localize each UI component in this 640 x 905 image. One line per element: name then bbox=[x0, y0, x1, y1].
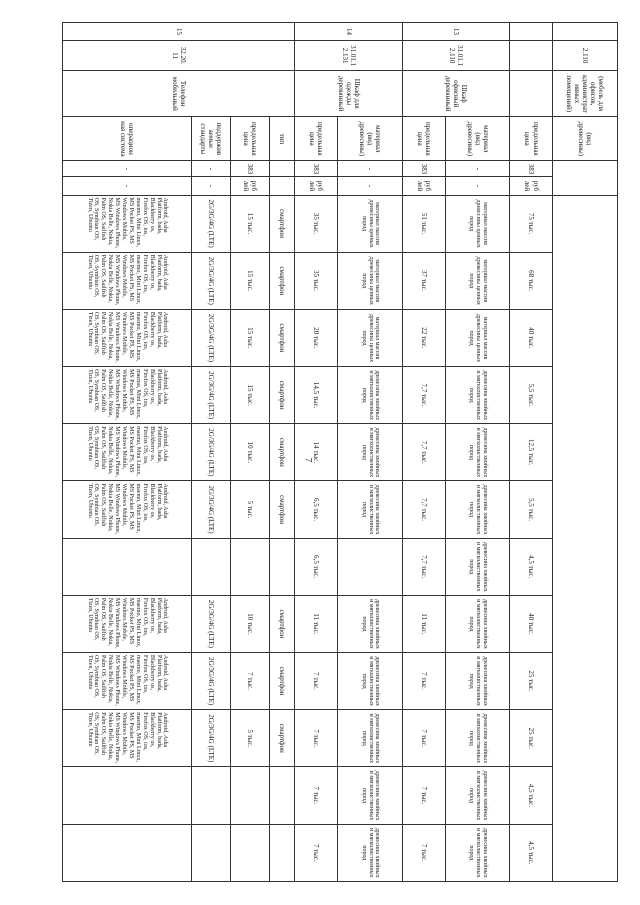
spec-table-rotated bbox=[62, 22, 618, 882]
value-cell: 7 тыс. bbox=[295, 653, 338, 710]
material-cell: древесина хвойных и мягколиственных пород bbox=[338, 481, 403, 538]
row-attr2: предельная цена bbox=[510, 117, 553, 161]
unit-code: 383 bbox=[295, 161, 338, 177]
type-cell bbox=[269, 824, 295, 881]
type-cell: смартфон bbox=[269, 309, 295, 366]
value-cell: 5 тыс. bbox=[230, 481, 269, 538]
os-cell: Android, Asha Platform, bada, Blackberry os, Firefox OS, ios, maemo, Mini Linux, MS Pocket PS, MS Windows Mobile, MS Windows Phone, Nokia Belle, Nokia, Palm OS, Sailfish OS, Symbian OS, Tizen, Ubuntu bbox=[63, 195, 192, 252]
material-cell: древесина хвойных и мягколиственных пород bbox=[445, 481, 510, 538]
value-cell: 6,5 тыс. bbox=[295, 481, 338, 538]
material-cell: древесина хвойных и мягколиственных пород bbox=[338, 367, 403, 424]
type-cell bbox=[269, 538, 295, 595]
material-cell: древесина хвойных и мягколиственных пород bbox=[338, 595, 403, 652]
value-cell: 40 тыс. bbox=[510, 595, 553, 652]
value-cell: 68 тыс. bbox=[510, 252, 553, 309]
value-cell: 10 тыс. bbox=[230, 595, 269, 652]
row-num: 15 bbox=[63, 23, 295, 41]
type-cell: смартфон bbox=[269, 653, 295, 710]
std-cell: 2G/3G/4G (LTE) bbox=[192, 252, 231, 309]
value-cell: 22 тыс. bbox=[402, 309, 445, 366]
table-row: 13 31.01.1 2.110 Шкаф офисный деревянный материал (вид древесины) - - материал массив древесины ценных пород материал массив древесины ценных пород материал массив древесины ценных пород древесина хвойных и мягколиственных пород древесина хвойных и мягколиственных пород древесина хвойных и мягколиственных пород древесина хвойных и мягколиственных пород древесина хвойных и мягколиственных пород древесина хвойных и мягколиственных пород древесина хвойных и мягколиственных пород древесина хвойных и мягколиственных пород древесина хвойных и мягколиственных пород bbox=[445, 23, 510, 882]
value-cell: 12,5 тыс. bbox=[510, 424, 553, 481]
material-cell: древесина хвойных и мягколиственных пород bbox=[445, 595, 510, 652]
material-cell: древесина хвойных и мягколиственных пород bbox=[445, 424, 510, 481]
value-cell: 7,7 тыс. bbox=[402, 481, 445, 538]
value-cell: 6,5 тыс. bbox=[295, 538, 338, 595]
row-attr2: предельная цена bbox=[295, 117, 338, 161]
spec-table bbox=[62, 22, 618, 882]
table-row bbox=[402, 23, 445, 882]
value-cell: 7 тыс. bbox=[295, 824, 338, 881]
table-row bbox=[553, 23, 618, 882]
table-row bbox=[269, 23, 295, 882]
value-cell: 7,7 тыс. bbox=[402, 538, 445, 595]
material-cell: материал массив древесины ценных пород bbox=[445, 309, 510, 366]
value-cell: 37 тыс. bbox=[402, 252, 445, 309]
value-cell: 4,5 тыс. bbox=[510, 538, 553, 595]
value-cell: 5,5 тыс. bbox=[510, 481, 553, 538]
std-cell bbox=[192, 538, 231, 595]
material-cell: древесина хвойных и мягколиственных пород bbox=[445, 710, 510, 767]
type-cell: смартфон bbox=[269, 367, 295, 424]
std-cell: 2G/3G/4G (LTE) bbox=[192, 653, 231, 710]
value-cell: 35 тыс. bbox=[295, 252, 338, 309]
row-attr-std: поддержив аемые стандарты bbox=[192, 117, 231, 161]
row-num: 14 bbox=[295, 23, 403, 41]
value-cell bbox=[230, 538, 269, 595]
table-row bbox=[230, 23, 269, 882]
material-cell: материал массив древесины ценных пород bbox=[338, 195, 403, 252]
value-cell: 25 тыс. bbox=[510, 653, 553, 710]
material-cell: древесина хвойных и мягколиственных пород bbox=[338, 653, 403, 710]
material-cell: древесина хвойных и мягколиственных пород bbox=[445, 538, 510, 595]
unit: рублей bbox=[230, 177, 269, 195]
material-cell: материал массив древесины ценных пород bbox=[338, 309, 403, 366]
unit: рублей bbox=[295, 177, 338, 195]
row-attr: материал (вид древесины) bbox=[445, 117, 510, 161]
material-cell: древесина хвойных и мягколиственных пород bbox=[445, 824, 510, 881]
value-cell: 7 тыс. bbox=[402, 710, 445, 767]
unit-code: 383 bbox=[510, 161, 553, 177]
value-cell: 7 тыс. bbox=[402, 653, 445, 710]
type-cell: смартфон bbox=[269, 252, 295, 309]
value-cell: 7 тыс. bbox=[295, 710, 338, 767]
os-cell: Android, Asha Platform, bada, Blackberry os, Firefox OS, ios, maemo, Mini Linux, MS Pocket PS, MS Windows Mobile, MS Windows Phone, Nokia Belle, Nokia, Palm OS, Sailfish OS, Symbian OS, Tizen, Ubuntu bbox=[63, 653, 192, 710]
value-cell: 10 тыс. bbox=[230, 424, 269, 481]
row-code: 31.01.1 2.110 bbox=[402, 41, 510, 71]
value-cell: 5,5 тыс. bbox=[510, 367, 553, 424]
page-number: 7 bbox=[303, 457, 314, 463]
std-cell bbox=[192, 767, 231, 824]
material-cell: древесина хвойных и мягколиственных пород bbox=[338, 767, 403, 824]
value-cell: 11 тыс. bbox=[402, 595, 445, 652]
std-cell: 2G/3G/4G (LTE) bbox=[192, 481, 231, 538]
row-name: Шкаф офисный деревянный bbox=[402, 71, 510, 117]
row-attr-type: тип bbox=[269, 117, 295, 161]
row-name: (мебель для офисов, административных помещений) bbox=[553, 71, 618, 117]
row-attr-price: предельная цена bbox=[230, 117, 269, 161]
std-cell: 2G/3G/4G (LTE) bbox=[192, 710, 231, 767]
material-cell: материал массив древесины ценных пород bbox=[445, 195, 510, 252]
row-code: 32.20. 11 bbox=[63, 41, 295, 71]
value-cell: 20 тыс. bbox=[295, 309, 338, 366]
row-code: 2.110 bbox=[553, 41, 618, 71]
std-cell: 2G/3G/4G (LTE) bbox=[192, 595, 231, 652]
value-cell: 7 тыс. bbox=[402, 824, 445, 881]
type-cell: смартфон bbox=[269, 595, 295, 652]
value-cell: 40 тыс. bbox=[510, 309, 553, 366]
std-cell: 2G/3G/4G (LTE) bbox=[192, 309, 231, 366]
row-name: Шкаф для одежды деревянный bbox=[295, 71, 403, 117]
material-cell bbox=[338, 538, 403, 595]
std-cell: 2G/3G/4G (LTE) bbox=[192, 195, 231, 252]
unit: рублей bbox=[510, 177, 553, 195]
material-cell: материал массив древесины ценных пород bbox=[338, 252, 403, 309]
os-cell: Android, Asha Platform, bada, Blackberry os, Firefox OS, ios, maemo, Mini Linux, MS Pocket PS, MS Windows Mobile, MS Windows Phone, Nokia Belle, Nokia, Palm OS, Sailfish OS, Symbian OS, Tizen, Ubuntu bbox=[63, 481, 192, 538]
os-cell: Android, Asha Platform, bada, Blackberry os, Firefox OS, ios, maemo, Mini Linux, MS Pocket PS, MS Windows Mobile, MS Windows Phone, Nokia Belle, Nokia, Palm OS, Sailfish OS, Symbian OS, Tizen, Ubuntu bbox=[63, 424, 192, 481]
material-cell: древесина хвойных и мягколиственных пород bbox=[338, 824, 403, 881]
os-cell: Android, Asha Platform, bada, Blackberry os, Firefox OS, ios, maemo, Mini Linux, MS Pocket PS, MS Windows Mobile, MS Windows Phone, Nokia Belle, Nokia, Palm OS, Sailfish OS, Symbian OS, Tizen, Ubuntu bbox=[63, 710, 192, 767]
table-row: операцион ная система - - Android, Asha Platform, bada, Blackberry os, Firefox OS, ios, maemo, Mini Linux, MS Pocket PS, MS Windows Mobile, MS Windows Phone, Nokia Belle, Nokia, Palm OS, Sailfish OS, Symbian OS, Tizen, Ubuntu Android, Asha Platform, bada, Blackberry os, Firefox OS, ios, maemo, Mini Linux, MS Pocket PS, MS Windows Mobile, MS Windows Phone, Nokia Belle, Nokia, Palm OS, Sailfish OS, Symbian OS, Tizen, Ubuntu Android, Asha Platform, bada, Blackberry os, Firefox OS, ios, maemo, Mini Linux, MS Pocket PS, MS Windows Mobile, MS Windows Phone, Nokia Belle, Nokia, Palm OS, Sailfish OS, Symbian OS, Tizen, Ubuntu Android, Asha Platform, bada, Blackberry os, Firefox OS, ios, maemo, Mini Linux, MS Pocket PS, MS Windows Mobile, MS Windows Phone, Nokia Belle, Nokia, Palm OS, Sailfish OS, Symbian OS, Tizen, Ubuntu Android, Asha Platform, bada, Blackberry os, Firefox OS, ios, maemo, Mini Linux, MS Pocket PS, MS Windows Mobile, MS Windows Phone, Nokia Belle, Nokia, Palm OS, Sailfish OS, Symbian OS, Tizen, Ubuntu Android, Asha Platform, bada, Blackberry os, Firefox OS, ios, maemo, Mini Linux, MS Pocket PS, MS Windows Mobile, MS Windows Phone, Nokia Belle, Nokia, Palm OS, Sailfish OS, Symbian OS, Tizen, Ubuntu Android, Asha Platform, bada, Blackberry os, Firefox OS, ios, maemo, Mini Linux, MS Pocket PS, MS Windows Mobile, MS Windows Phone, Nokia Belle, Nokia, Palm OS, Sailfish OS, Symbian OS, Tizen, Ubuntu Android, Asha Platform, bada, Blackberry os, Firefox OS, ios, maemo, Mini Linux, MS Pocket PS, MS Windows Mobile, MS Windows Phone, Nokia Belle, Nokia, Palm OS, Sailfish OS, Symbian OS, Tizen, Ubuntu Android, Asha Platform, bada, Blackberry os, Firefox OS, ios, maemo, Mini Linux, MS Pocket PS, MS Windows Mobile, MS Windows Phone, Nokia Belle, Nokia, Palm OS, Sailfish OS, Symbian OS, Tizen, Ubuntu bbox=[63, 23, 192, 882]
value-cell: 15 тыс. bbox=[230, 367, 269, 424]
unit: рублей bbox=[402, 177, 445, 195]
type-cell: смартфон bbox=[269, 424, 295, 481]
value-cell: 7 тыс. bbox=[402, 767, 445, 824]
os-cell: Android, Asha Platform, bada, Blackberry os, Firefox OS, ios, maemo, Mini Linux, MS Pocket PS, MS Windows Mobile, MS Windows Phone, Nokia Belle, Nokia, Palm OS, Sailfish OS, Symbian OS, Tizen, Ubuntu bbox=[63, 309, 192, 366]
value-cell: 5 тыс. bbox=[230, 710, 269, 767]
row-attr-os: операцион ная система bbox=[63, 117, 192, 161]
table-row: 14 31.01.1 2.131 Шкаф для одежды деревянный материал (вид древесины) - - материал массив древесины ценных пород материал массив древесины ценных пород материал массив древесины ценных пород древесина хвойных и мягколиственных пород древесина хвойных и мягколиственных пород древесина хвойных и мягколиственных пород древесина хвойных и мягколиственных пород древесина хвойных и мягколиственных пород древесина хвойных и мягколиственных пород древесина хвойных и мягколиственных пород древесина хвойных и мягколиственных пород bbox=[338, 23, 403, 882]
value-cell: 7,7 тыс. bbox=[402, 424, 445, 481]
value-cell: 11 тыс. bbox=[295, 595, 338, 652]
row-attr: материал (вид древесины) bbox=[338, 117, 403, 161]
type-cell: смартфон bbox=[269, 481, 295, 538]
row-name: Телефон мобильный bbox=[63, 71, 295, 117]
row-attr2: предельная цена bbox=[402, 117, 445, 161]
type-cell: смартфон bbox=[269, 710, 295, 767]
material-cell: древесина хвойных и мягколиственных пород bbox=[338, 710, 403, 767]
value-cell: 15 тыс. bbox=[230, 252, 269, 309]
os-cell: Android, Asha Platform, bada, Blackberry os, Firefox OS, ios, maemo, Mini Linux, MS Pocket PS, MS Windows Mobile, MS Windows Phone, Nokia Belle, Nokia, Palm OS, Sailfish OS, Symbian OS, Tizen, Ubuntu bbox=[63, 595, 192, 652]
value-cell bbox=[230, 824, 269, 881]
os-cell: Android, Asha Platform, bada, Blackberry os, Firefox OS, ios, maemo, Mini Linux, MS Pocket PS, MS Windows Mobile, MS Windows Phone, Nokia Belle, Nokia, Palm OS, Sailfish OS, Symbian OS, Tizen, Ubuntu bbox=[63, 367, 192, 424]
value-cell: 75 тыс. bbox=[510, 195, 553, 252]
type-cell bbox=[269, 767, 295, 824]
material-cell: древесина хвойных и мягколиственных пород bbox=[445, 767, 510, 824]
value-cell: 7 тыс. bbox=[295, 767, 338, 824]
row-num: 13 bbox=[402, 23, 510, 41]
value-cell: 15 тыс. bbox=[230, 195, 269, 252]
std-cell: 2G/3G/4G (LTE) bbox=[192, 367, 231, 424]
value-cell: 7 тыс. bbox=[230, 653, 269, 710]
value-cell: 4,5 тыс. bbox=[510, 824, 553, 881]
material-cell: древесина хвойных и мягколиственных пород bbox=[445, 367, 510, 424]
value-cell: 15 тыс. bbox=[230, 309, 269, 366]
row-code: 31.01.1 2.131 bbox=[295, 41, 403, 71]
type-cell: смартфон bbox=[269, 195, 295, 252]
table-row bbox=[295, 23, 338, 882]
os-cell: Android, Asha Platform, bada, Blackberry os, Firefox OS, ios, maemo, Mini Linux, MS Pocket PS, MS Windows Mobile, MS Windows Phone, Nokia Belle, Nokia, Palm OS, Sailfish OS, Symbian OS, Tizen, Ubuntu bbox=[63, 252, 192, 309]
unit-code: 383 bbox=[402, 161, 445, 177]
row-num bbox=[553, 23, 618, 41]
value-cell: 51 тыс. bbox=[402, 195, 445, 252]
std-cell: 2G/3G/4G (LTE) bbox=[192, 424, 231, 481]
value-cell: 14 тыс. bbox=[295, 424, 338, 481]
value-cell: 25 тыс. bbox=[510, 710, 553, 767]
material-cell: материал массив древесины ценных пород bbox=[445, 252, 510, 309]
row-attr: (вид древесины) bbox=[553, 117, 618, 161]
std-cell bbox=[192, 824, 231, 881]
material-cell: древесина хвойных и мягколиственных пород bbox=[445, 653, 510, 710]
unit-code: 383 bbox=[230, 161, 269, 177]
table-row bbox=[510, 23, 553, 882]
value-cell: 35 тыс. bbox=[295, 195, 338, 252]
material-cell: древесина хвойных и мягколиственных пород bbox=[338, 424, 403, 481]
table-row: поддержив аемые стандарты - - 2G/3G/4G (LTE) 2G/3G/4G (LTE) 2G/3G/4G (LTE) 2G/3G/4G (LTE) 2G/3G/4G (LTE) 2G/3G/4G (LTE) 2G/3G/4G (LTE) 2G/3G/4G (LTE) 2G/3G/4G (LTE) bbox=[192, 23, 231, 882]
value-cell bbox=[230, 767, 269, 824]
value-cell: 7,7 тыс. bbox=[402, 367, 445, 424]
value-cell: 14,5 тыс. bbox=[295, 367, 338, 424]
value-cell: 4,5 тыс. bbox=[510, 767, 553, 824]
